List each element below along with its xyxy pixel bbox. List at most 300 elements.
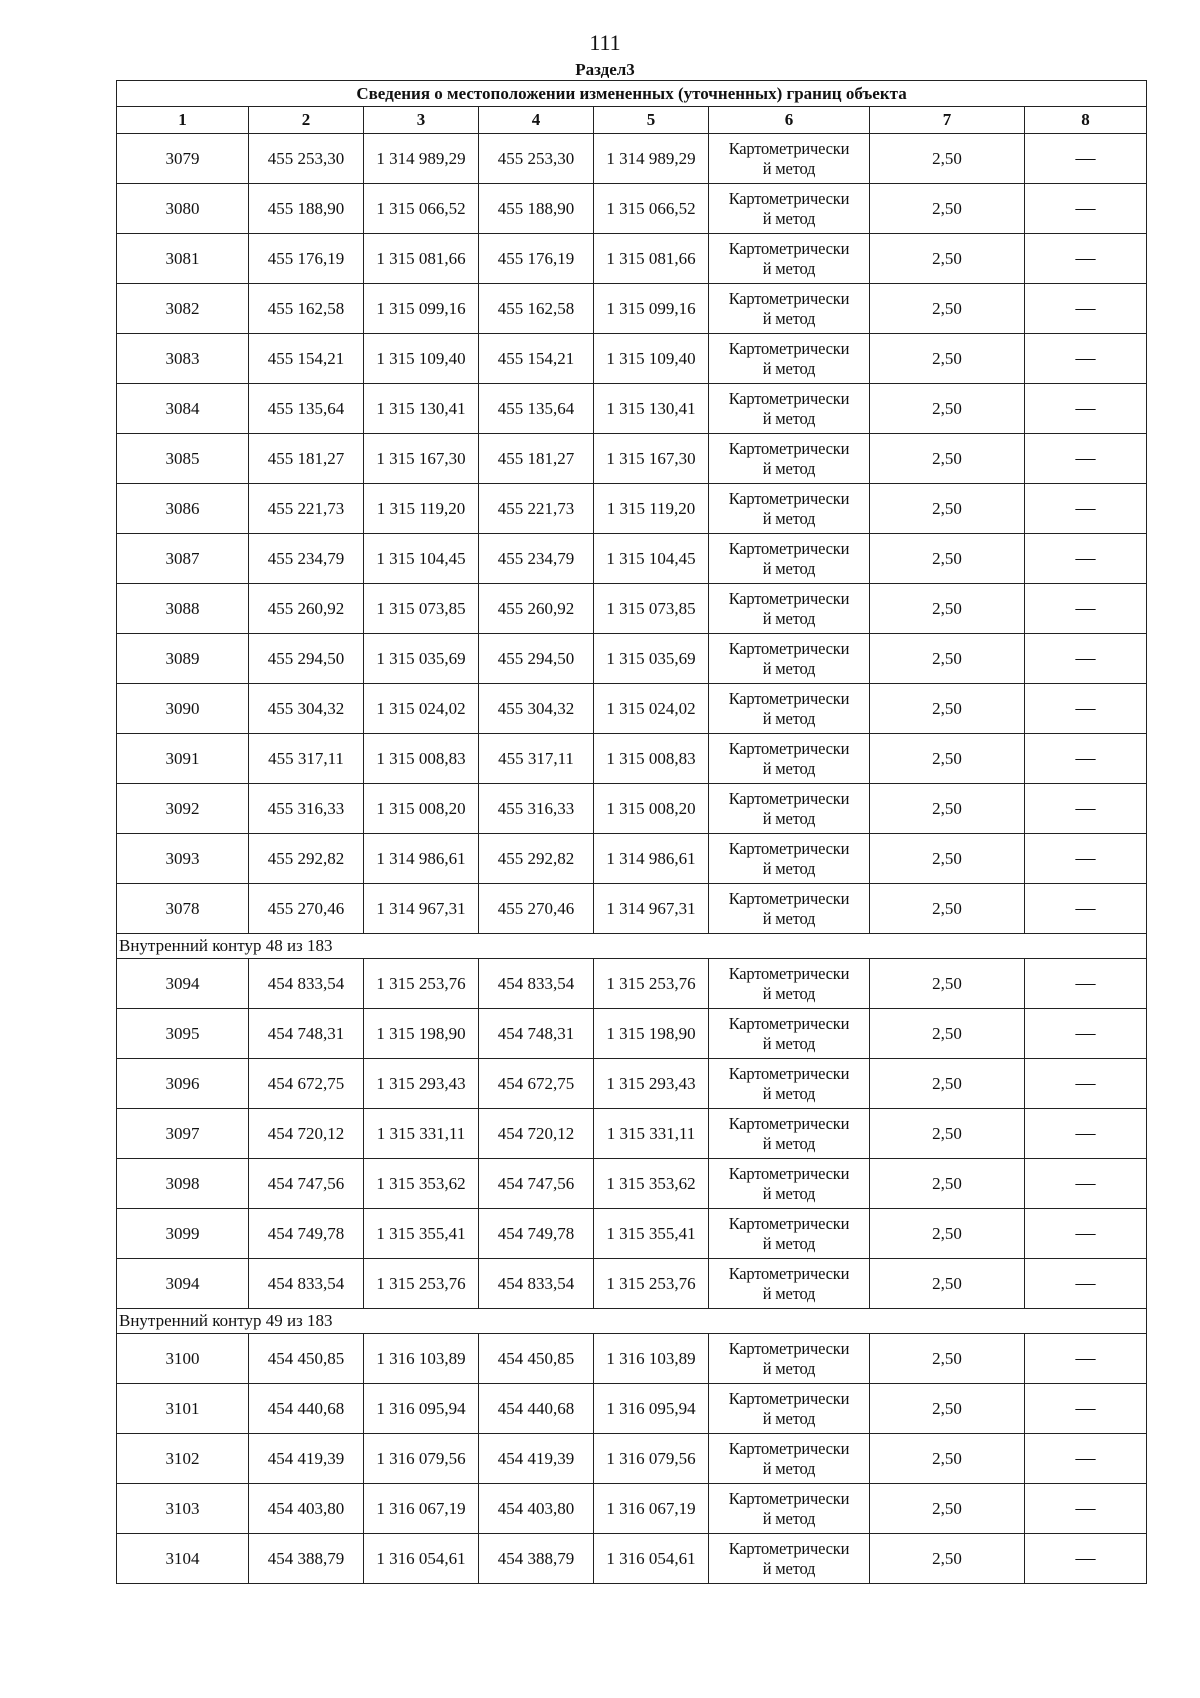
method-line: й метод [762,708,816,728]
y-new-cell: 1 316 054,61 [594,1534,709,1584]
accuracy-cell: 2,50 [870,1484,1025,1534]
column-number: 7 [870,107,1025,134]
method-line: й метод [762,508,816,528]
method-cell [709,734,870,784]
method-line: Картометрически [728,1438,850,1458]
table-row [117,834,1147,884]
method-cell [709,1484,870,1534]
y-new-cell: 1 315 167,30 [594,434,709,484]
contour-label: Внутренний контур 48 из 183 [117,934,1147,959]
accuracy-cell: 2,50 [870,534,1025,584]
table-row [117,534,1147,584]
method-line: й метод [762,808,816,828]
method-cell [709,284,870,334]
x-existing-cell: 455 234,79 [249,534,364,584]
method-line: й метод [762,1183,816,1203]
x-new-cell: 454 749,78 [479,1209,594,1259]
method-line: Картометрически [728,638,850,658]
empty-mark-cell: — [1025,384,1147,434]
x-new-cell: 455 188,90 [479,184,594,234]
y-existing-cell: 1 315 253,76 [364,1259,479,1309]
y-existing-cell: 1 315 353,62 [364,1159,479,1209]
method-line: Картометрически [728,688,850,708]
y-new-cell: 1 315 198,90 [594,1009,709,1059]
method-line: й метод [762,1358,816,1378]
table-caption-row [117,81,1147,107]
method-line: Картометрически [728,1163,850,1183]
x-new-cell: 455 154,21 [479,334,594,384]
method-line: й метод [762,458,816,478]
y-existing-cell: 1 315 293,43 [364,1059,479,1109]
table-row [117,684,1147,734]
empty-mark-cell: — [1025,334,1147,384]
method-cell [709,634,870,684]
accuracy-cell: 2,50 [870,134,1025,184]
accuracy-cell: 2,50 [870,959,1025,1009]
table-row [117,784,1147,834]
table-row [117,634,1147,684]
y-new-cell: 1 315 130,41 [594,384,709,434]
x-existing-cell: 455 292,82 [249,834,364,884]
method-line: й метод [762,408,816,428]
y-existing-cell: 1 315 066,52 [364,184,479,234]
empty-mark-cell: — [1025,634,1147,684]
y-new-cell: 1 316 103,89 [594,1334,709,1384]
empty-mark-cell: — [1025,1259,1147,1309]
method-cell [709,1259,870,1309]
method-line: Картометрически [728,388,850,408]
method-line: й метод [762,258,816,278]
x-existing-cell: 455 260,92 [249,584,364,634]
accuracy-cell: 2,50 [870,1159,1025,1209]
point-number-cell: 3089 [117,634,249,684]
x-existing-cell: 454 450,85 [249,1334,364,1384]
method-cell [709,1059,870,1109]
contour-label: Внутренний контур 49 из 183 [117,1309,1147,1334]
method-cell [709,1159,870,1209]
x-new-cell: 455 234,79 [479,534,594,584]
method-line: Картометрически [728,1538,850,1558]
method-cell [709,534,870,584]
point-number-cell: 3082 [117,284,249,334]
method-line: Картометрически [728,888,850,908]
x-new-cell: 455 294,50 [479,634,594,684]
empty-mark-cell: — [1025,484,1147,534]
empty-mark-cell: — [1025,284,1147,334]
x-existing-cell: 455 176,19 [249,234,364,284]
x-existing-cell: 455 162,58 [249,284,364,334]
y-new-cell: 1 315 008,83 [594,734,709,784]
y-new-cell: 1 315 066,52 [594,184,709,234]
table-row [117,1109,1147,1159]
method-line: й метод [762,758,816,778]
method-cell [709,1109,870,1159]
method-line: й метод [762,1283,816,1303]
contour-header-row [117,1309,1147,1334]
table-row [117,734,1147,784]
method-line: й метод [762,1508,816,1528]
method-line: Картометрически [728,1388,850,1408]
method-cell [709,234,870,284]
accuracy-cell: 2,50 [870,634,1025,684]
method-cell [709,1434,870,1484]
empty-mark-cell: — [1025,959,1147,1009]
method-cell [709,1334,870,1384]
x-existing-cell: 454 388,79 [249,1534,364,1584]
y-new-cell: 1 315 099,16 [594,284,709,334]
accuracy-cell: 2,50 [870,834,1025,884]
x-new-cell: 455 260,92 [479,584,594,634]
point-number-cell: 3088 [117,584,249,634]
empty-mark-cell: — [1025,584,1147,634]
method-line: Картометрически [728,538,850,558]
table-body [117,134,1147,1584]
x-new-cell: 455 253,30 [479,134,594,184]
method-cell [709,584,870,634]
y-existing-cell: 1 315 198,90 [364,1009,479,1059]
point-number-cell: 3098 [117,1159,249,1209]
x-existing-cell: 455 316,33 [249,784,364,834]
x-new-cell: 455 162,58 [479,284,594,334]
x-new-cell: 455 317,11 [479,734,594,784]
y-existing-cell: 1 316 067,19 [364,1484,479,1534]
method-line: й метод [762,858,816,878]
y-existing-cell: 1 315 035,69 [364,634,479,684]
table-row [117,384,1147,434]
x-new-cell: 454 450,85 [479,1334,594,1384]
point-number-cell: 3086 [117,484,249,534]
accuracy-cell: 2,50 [870,734,1025,784]
point-number-cell: 3092 [117,784,249,834]
y-new-cell: 1 315 119,20 [594,484,709,534]
method-line: й метод [762,158,816,178]
empty-mark-cell: — [1025,834,1147,884]
empty-mark-cell: — [1025,1434,1147,1484]
y-existing-cell: 1 314 986,61 [364,834,479,884]
empty-mark-cell: — [1025,884,1147,934]
method-line: й метод [762,608,816,628]
y-new-cell: 1 315 035,69 [594,634,709,684]
y-existing-cell: 1 316 079,56 [364,1434,479,1484]
point-number-cell: 3090 [117,684,249,734]
column-number: 5 [594,107,709,134]
x-new-cell: 454 388,79 [479,1534,594,1584]
accuracy-cell: 2,50 [870,784,1025,834]
method-line: Картометрически [728,438,850,458]
x-existing-cell: 455 221,73 [249,484,364,534]
accuracy-cell: 2,50 [870,1434,1025,1484]
table-row [117,184,1147,234]
empty-mark-cell: — [1025,1009,1147,1059]
point-number-cell: 3101 [117,1384,249,1434]
table-row [117,484,1147,534]
y-new-cell: 1 315 081,66 [594,234,709,284]
method-cell [709,884,870,934]
accuracy-cell: 2,50 [870,1534,1025,1584]
table-row [117,334,1147,384]
y-new-cell: 1 315 353,62 [594,1159,709,1209]
column-number: 8 [1025,107,1147,134]
point-number-cell: 3091 [117,734,249,784]
accuracy-cell: 2,50 [870,334,1025,384]
method-cell [709,334,870,384]
x-existing-cell: 454 419,39 [249,1434,364,1484]
method-line: Картометрически [728,1113,850,1133]
y-new-cell: 1 315 109,40 [594,334,709,384]
x-new-cell: 454 419,39 [479,1434,594,1484]
y-existing-cell: 1 316 103,89 [364,1334,479,1384]
method-cell [709,959,870,1009]
x-new-cell: 454 440,68 [479,1384,594,1434]
y-new-cell: 1 314 989,29 [594,134,709,184]
y-existing-cell: 1 315 024,02 [364,684,479,734]
y-new-cell: 1 315 331,11 [594,1109,709,1159]
x-existing-cell: 455 181,27 [249,434,364,484]
method-line: й метод [762,1408,816,1428]
x-existing-cell: 455 135,64 [249,384,364,434]
method-line: й метод [762,983,816,1003]
point-number-cell: 3083 [117,334,249,384]
y-new-cell: 1 314 967,31 [594,884,709,934]
empty-mark-cell: — [1025,1109,1147,1159]
y-existing-cell: 1 315 119,20 [364,484,479,534]
empty-mark-cell: — [1025,1159,1147,1209]
method-line: Картометрически [728,738,850,758]
empty-mark-cell: — [1025,784,1147,834]
accuracy-cell: 2,50 [870,1259,1025,1309]
x-existing-cell: 454 833,54 [249,1259,364,1309]
method-line: Картометрически [728,1213,850,1233]
x-new-cell: 454 672,75 [479,1059,594,1109]
table-row [117,1209,1147,1259]
x-new-cell: 455 221,73 [479,484,594,534]
accuracy-cell: 2,50 [870,1109,1025,1159]
method-line: Картометрически [728,338,850,358]
y-new-cell: 1 315 024,02 [594,684,709,734]
column-number: 2 [249,107,364,134]
point-number-cell: 3102 [117,1434,249,1484]
method-line: й метод [762,1133,816,1153]
y-existing-cell: 1 315 130,41 [364,384,479,434]
method-line: й метод [762,1233,816,1253]
method-line: Картометрически [728,488,850,508]
table-row [117,1334,1147,1384]
page-number: 111 [589,30,621,55]
accuracy-cell: 2,50 [870,584,1025,634]
table-row [117,1159,1147,1209]
x-existing-cell: 455 317,11 [249,734,364,784]
x-new-cell: 454 833,54 [479,959,594,1009]
y-existing-cell: 1 315 253,76 [364,959,479,1009]
y-new-cell: 1 315 073,85 [594,584,709,634]
accuracy-cell: 2,50 [870,1334,1025,1384]
method-line: й метод [762,1083,816,1103]
table-row [117,1534,1147,1584]
empty-mark-cell: — [1025,184,1147,234]
x-new-cell: 454 748,31 [479,1009,594,1059]
method-cell [709,434,870,484]
y-existing-cell: 1 315 109,40 [364,334,479,384]
empty-mark-cell: — [1025,234,1147,284]
y-existing-cell: 1 315 073,85 [364,584,479,634]
table-row [117,959,1147,1009]
x-new-cell: 455 135,64 [479,384,594,434]
x-existing-cell: 454 403,80 [249,1484,364,1534]
x-existing-cell: 454 833,54 [249,959,364,1009]
table-row [117,1059,1147,1109]
empty-mark-cell: — [1025,734,1147,784]
table-row [117,284,1147,334]
x-new-cell: 455 292,82 [479,834,594,884]
table-row [117,1484,1147,1534]
x-new-cell: 455 270,46 [479,884,594,934]
empty-mark-cell: — [1025,1384,1147,1434]
accuracy-cell: 2,50 [870,1209,1025,1259]
method-line: Картометрически [728,1338,850,1358]
table-row [117,1434,1147,1484]
x-new-cell: 455 304,32 [479,684,594,734]
y-existing-cell: 1 315 099,16 [364,284,479,334]
method-line: Картометрически [728,1488,850,1508]
y-new-cell: 1 314 986,61 [594,834,709,884]
x-existing-cell: 454 720,12 [249,1109,364,1159]
y-new-cell: 1 315 293,43 [594,1059,709,1109]
method-line: Картометрически [728,588,850,608]
y-existing-cell: 1 315 331,11 [364,1109,479,1159]
point-number-cell: 3096 [117,1059,249,1109]
point-number-cell: 3097 [117,1109,249,1159]
method-line: й метод [762,1558,816,1578]
x-existing-cell: 454 747,56 [249,1159,364,1209]
section-title: Раздел3 [575,60,635,79]
y-new-cell: 1 316 067,19 [594,1484,709,1534]
empty-mark-cell: — [1025,434,1147,484]
point-number-cell: 3104 [117,1534,249,1584]
y-new-cell: 1 315 104,45 [594,534,709,584]
method-cell [709,384,870,434]
method-line: й метод [762,658,816,678]
method-cell [709,834,870,884]
column-number: 4 [479,107,594,134]
accuracy-cell: 2,50 [870,484,1025,534]
coordinates-table [116,80,1147,1584]
method-line: Картометрически [728,138,850,158]
point-number-cell: 3103 [117,1484,249,1534]
y-existing-cell: 1 315 167,30 [364,434,479,484]
method-cell [709,1009,870,1059]
x-existing-cell: 454 440,68 [249,1384,364,1434]
x-new-cell: 455 176,19 [479,234,594,284]
column-number: 3 [364,107,479,134]
x-new-cell: 455 181,27 [479,434,594,484]
accuracy-cell: 2,50 [870,1384,1025,1434]
point-number-cell: 3099 [117,1209,249,1259]
accuracy-cell: 2,50 [870,434,1025,484]
accuracy-cell: 2,50 [870,1059,1025,1109]
accuracy-cell: 2,50 [870,384,1025,434]
method-line: Картометрически [728,1263,850,1283]
accuracy-cell: 2,50 [870,684,1025,734]
y-new-cell: 1 315 008,20 [594,784,709,834]
y-existing-cell: 1 315 355,41 [364,1209,479,1259]
x-new-cell: 455 316,33 [479,784,594,834]
x-existing-cell: 455 304,32 [249,684,364,734]
y-existing-cell: 1 316 054,61 [364,1534,479,1584]
y-existing-cell: 1 315 104,45 [364,534,479,584]
method-line: й метод [762,358,816,378]
table-row [117,234,1147,284]
empty-mark-cell: — [1025,1209,1147,1259]
x-existing-cell: 455 188,90 [249,184,364,234]
contour-header-row [117,934,1147,959]
x-existing-cell: 454 749,78 [249,1209,364,1259]
x-existing-cell: 454 748,31 [249,1009,364,1059]
x-existing-cell: 455 253,30 [249,134,364,184]
x-new-cell: 454 720,12 [479,1109,594,1159]
y-new-cell: 1 315 355,41 [594,1209,709,1259]
method-cell [709,1534,870,1584]
x-new-cell: 454 747,56 [479,1159,594,1209]
table-row [117,884,1147,934]
empty-mark-cell: — [1025,1059,1147,1109]
accuracy-cell: 2,50 [870,284,1025,334]
y-new-cell: 1 316 079,56 [594,1434,709,1484]
table-caption: Сведения о местоположении измененных (уточненных) границ объекта [117,81,1147,107]
point-number-cell: 3095 [117,1009,249,1059]
point-number-cell: 3087 [117,534,249,584]
x-existing-cell: 455 270,46 [249,884,364,934]
column-number: 1 [117,107,249,134]
accuracy-cell: 2,50 [870,184,1025,234]
method-cell [709,1384,870,1434]
point-number-cell: 3084 [117,384,249,434]
empty-mark-cell: — [1025,684,1147,734]
point-number-cell: 3078 [117,884,249,934]
point-number-cell: 3079 [117,134,249,184]
x-existing-cell: 455 154,21 [249,334,364,384]
y-existing-cell: 1 314 967,31 [364,884,479,934]
method-cell [709,184,870,234]
table-row [117,1384,1147,1434]
y-new-cell: 1 315 253,76 [594,1259,709,1309]
point-number-cell: 3081 [117,234,249,284]
y-existing-cell: 1 315 008,83 [364,734,479,784]
method-cell [709,134,870,184]
method-line: Картометрически [728,838,850,858]
y-existing-cell: 1 315 081,66 [364,234,479,284]
method-line: й метод [762,558,816,578]
method-line: й метод [762,1033,816,1053]
method-line: Картометрически [728,1013,850,1033]
empty-mark-cell: — [1025,1534,1147,1584]
table-row [117,584,1147,634]
column-number: 6 [709,107,870,134]
y-existing-cell: 1 314 989,29 [364,134,479,184]
column-number-row [117,107,1147,134]
method-line: Картометрически [728,188,850,208]
accuracy-cell: 2,50 [870,234,1025,284]
table-row [117,134,1147,184]
method-line: й метод [762,1458,816,1478]
table-row [117,1259,1147,1309]
method-line: Картометрически [728,288,850,308]
x-existing-cell: 454 672,75 [249,1059,364,1109]
method-cell [709,484,870,534]
point-number-cell: 3085 [117,434,249,484]
empty-mark-cell: — [1025,1484,1147,1534]
y-new-cell: 1 315 253,76 [594,959,709,1009]
point-number-cell: 3094 [117,959,249,1009]
